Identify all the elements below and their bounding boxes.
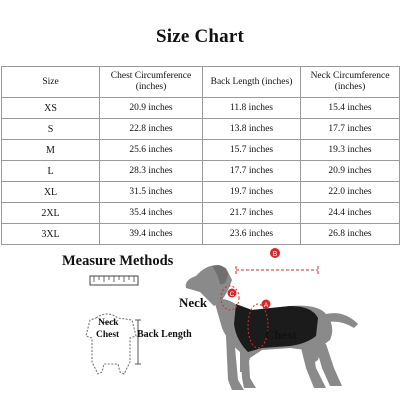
- size-cell: M: [2, 140, 100, 161]
- neck-cell: 22.0 inches: [301, 182, 400, 203]
- chest-cell: 20.9 inches: [100, 98, 203, 119]
- dog-neck-label: Neck: [179, 295, 208, 310]
- chest-cell: 31.5 inches: [100, 182, 203, 203]
- size-cell: XL: [2, 182, 100, 203]
- header-size: Size: [2, 67, 100, 98]
- table-row: [2, 182, 400, 203]
- marker-c: [228, 289, 237, 299]
- neck-cell: 19.3 inches: [301, 140, 400, 161]
- size-cell: S: [2, 119, 100, 140]
- chest-cell: 28.3 inches: [100, 161, 203, 182]
- back-length-cell: 17.7 inches: [203, 161, 301, 182]
- size-cell: 2XL: [2, 203, 100, 224]
- back-length-cell: 19.7 inches: [203, 182, 301, 203]
- svg-text:A: A: [263, 302, 269, 309]
- table-row: [2, 119, 400, 140]
- neck-cell: 24.4 inches: [301, 203, 400, 224]
- header-chest: Chest Circumference (inches): [100, 67, 203, 98]
- back-length-cell: 13.8 inches: [203, 119, 301, 140]
- shirt-chest-label: Chest: [96, 330, 120, 340]
- ruler-icon: [90, 276, 138, 285]
- svg-text:C: C: [229, 291, 235, 298]
- back-measure-guide: [236, 266, 318, 274]
- page-title: Size Chart: [155, 26, 244, 47]
- back-length-guide: [135, 320, 141, 364]
- header-neck: Neck Circumference (inches): [301, 67, 400, 98]
- measure-illustration: [0, 240, 400, 400]
- neck-cell: 26.8 inches: [301, 224, 400, 245]
- table-row: [2, 140, 400, 161]
- neck-cell: 15.4 inches: [301, 98, 400, 119]
- marker-b: [270, 248, 280, 258]
- table-row: [2, 161, 400, 182]
- table-row: [2, 203, 400, 224]
- table-row: [2, 98, 400, 119]
- size-cell: XS: [2, 98, 100, 119]
- size-cell: L: [2, 161, 100, 182]
- size-cell: 3XL: [2, 224, 100, 245]
- chest-cell: 22.8 inches: [100, 119, 203, 140]
- svg-text:B: B: [272, 251, 278, 258]
- chest-cell: 39.4 inches: [100, 224, 203, 245]
- back-length-cell: 23.6 inches: [203, 224, 301, 245]
- back-length-cell: 11.8 inches: [203, 98, 301, 119]
- table-header-row: [2, 67, 400, 98]
- header-back-length: Back Length (inches): [203, 67, 301, 98]
- shirt-back-length-label: Back Length: [137, 329, 192, 340]
- marker-a: [262, 300, 271, 310]
- neck-cell: 20.9 inches: [301, 161, 400, 182]
- back-length-cell: 21.7 inches: [203, 203, 301, 224]
- chest-cell: 25.6 inches: [100, 140, 203, 161]
- shirt-neck-label: Neck: [98, 318, 119, 328]
- dog-chest-label: Chest: [265, 327, 297, 342]
- size-table: [1, 66, 400, 245]
- chest-cell: 35.4 inches: [100, 203, 203, 224]
- measure-methods-title: Measure Methods: [62, 253, 174, 269]
- neck-cell: 17.7 inches: [301, 119, 400, 140]
- back-length-cell: 15.7 inches: [203, 140, 301, 161]
